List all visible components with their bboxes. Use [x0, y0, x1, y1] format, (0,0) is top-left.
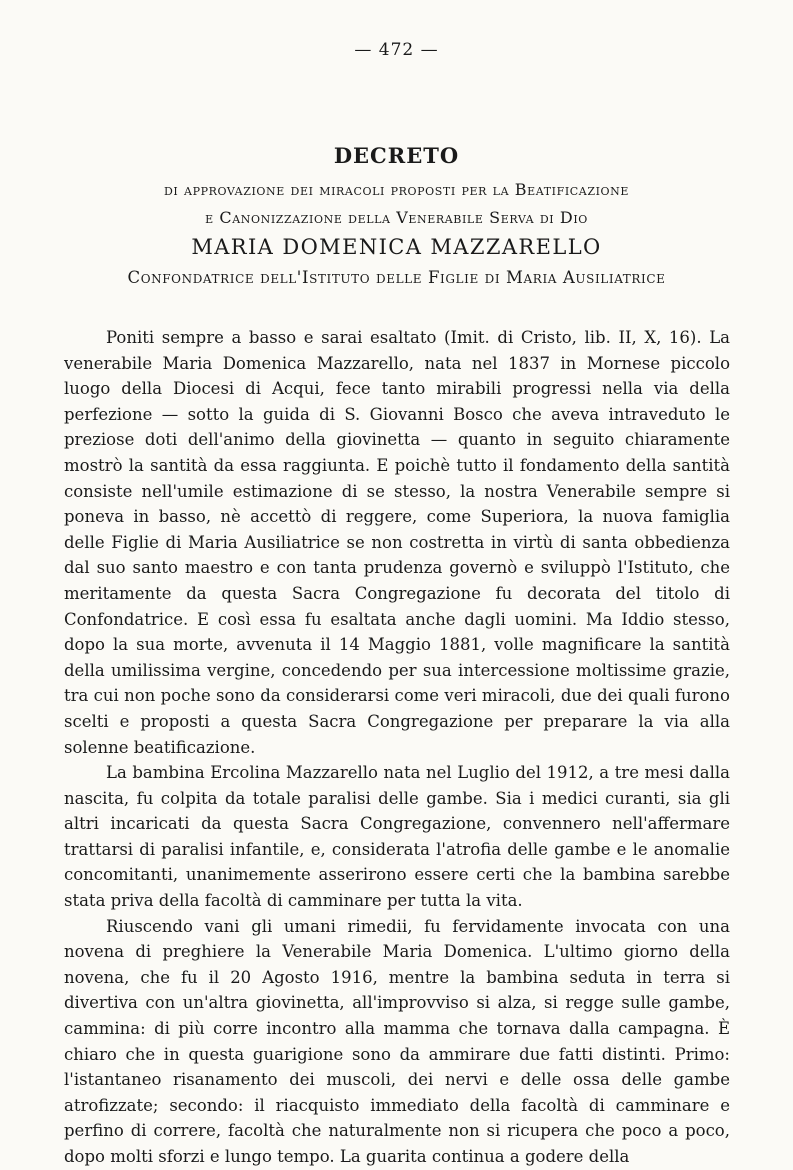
- document-body: [64, 325, 730, 1170]
- page-number: — 472 —: [354, 40, 439, 60]
- paragraph-1: Poniti sempre a basso e sarai esaltato (Imit. di Cristo, lib. II, X, 16). La venerabile Maria Domenica Mazzarello, nata nel 1837 in Mornese piccolo luogo della Diocesi di Acqui, fece tanto mirabili progressi nella via della perfezione — sotto la guida di S. Giovanni Bosco che aveva intraveduto le preziose doti dell'animo della giovinetta — quanto in seguito chiaramente mostrò la santità da essa raggiunta. E poichè tutto il fondamento della santità consiste nell'umile estimazione di se stesso, la nostra Venerabile sempre si poneva in basso, nè accettò di reggere, come Superiora, la nuova famiglia delle Figlie di Maria Ausiliatrice se non costretta in virtù di santa obbedienza dal suo santo maestro e con tanta prudenza governò e sviluppò l'Istituto, che meritamente da questa Sacra Congregazione fu decorata del titolo di Confondatrice. E così essa fu esaltata anche dagli uomini. Ma Iddio stesso, dopo la sua morte, avvenuta il 14 Maggio 1881, volle magnificare la santità della umilissima vergine, concedendo per sua intercessione moltissime grazie, tra cui non poche sono da considerarsi come veri miracoli, due dei quali furono scelti e proposti a questa Sacra Congregazione per preparare la via alla solenne beatificazione.: [64, 328, 730, 757]
- decree-title: DECRETO: [333, 143, 460, 168]
- paragraph-2: La bambina Ercolina Mazzarello nata nel Luglio del 1912, a tre mesi dalla nascita, fu colpita da totale paralisi delle gambe. Sia i medici curanti, sia gli altri incaricati da questa Sacra Congregazione, convennero nell'affermare trattarsi di paralisi infantile, e, considerata l'atrofia delle gambe e le anomalie concomitanti, unanimemente asserirono essere certi che la bambina sarebbe stata priva della facoltà di camminare per tutta la vita.: [64, 763, 730, 911]
- paragraph-3: Riuscendo vani gli umani rimedii, fu fervidamente invocata con una novena di preghiere la Venerabile Maria Domenica. L'ultimo giorno della novena, che fu il 20 Agosto 1916, mentre la bambina seduta in terra si divertiva con un'altra giovinetta, all'improvviso si alza, si regge sulle gambe, cammina: di più corre incontro alla mamma che tornava dalla campagna. È chiaro che in questa guarigione sono da ammirare due fatti distinti. Primo: l'istantaneo risanamento dei muscoli, dei nervi e delle ossa delle gambe atrofizzate; secondo: il riacquisto immediato della facoltà di camminare e perfino di correre, facoltà che naturalmente non si ricupera che poco a poco, dopo molti sforzi e lungo tempo. La guarita continua a godere della: [64, 916, 730, 1166]
- decree-subtitle-line-1: di approvazione dei miracoli proposti per la Beatificazione: [163, 180, 630, 199]
- venerable-name: MARIA DOMENICA MAZZARELLO: [191, 235, 602, 259]
- decree-subtitle-line-3: Confondatrice dell'Istituto delle Figlie di Maria Ausiliatrice: [127, 268, 666, 287]
- decree-subtitle-line-2: e Canonizzazione della Venerabile Serva di Dio: [205, 208, 588, 227]
